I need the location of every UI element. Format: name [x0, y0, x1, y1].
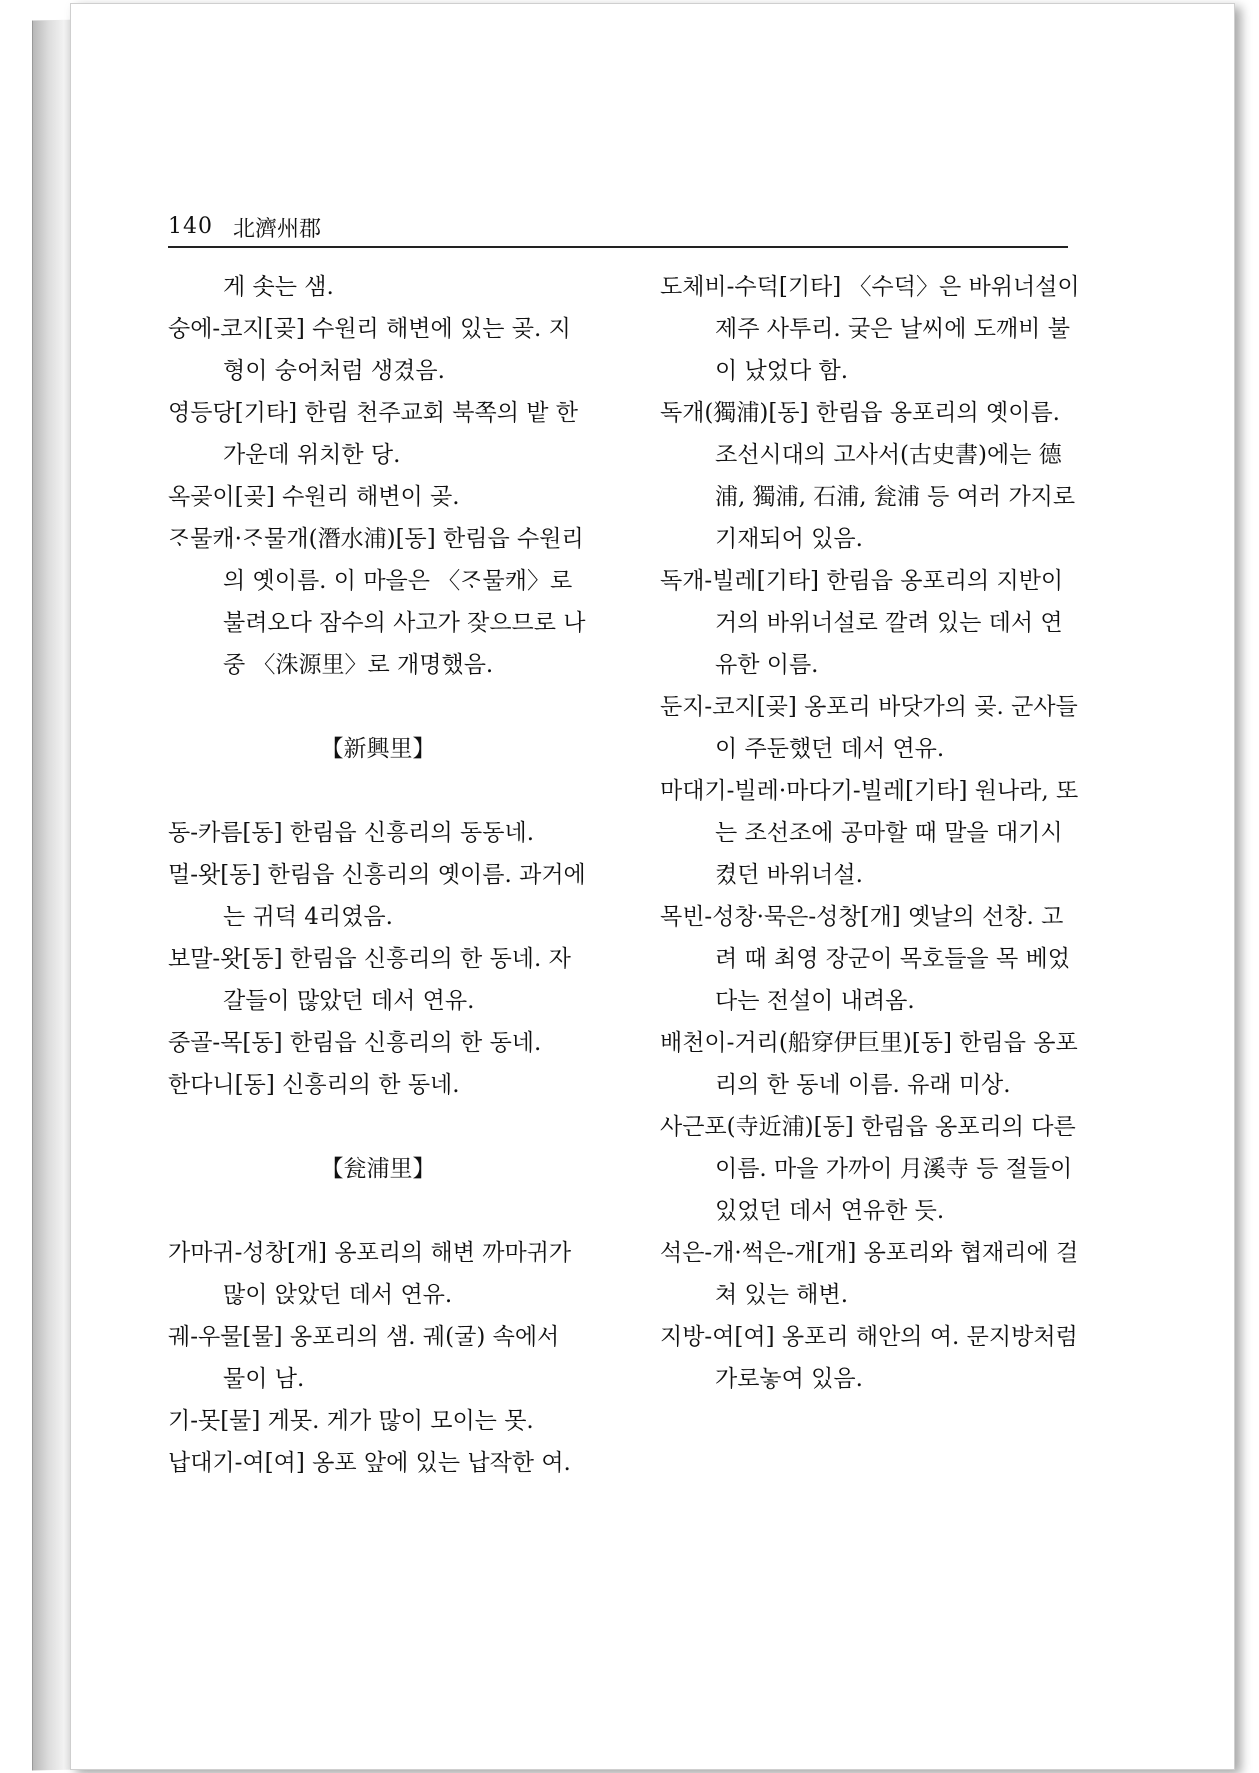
entry: 독개-빌레[기타] 한림읍 옹포리의 지반이 거의 바위너설로 깔려 있는 데서 연유한 이름.: [660, 568, 1064, 678]
section-heading: 【瓮浦里】: [320, 1156, 436, 1182]
entry-continuation: 게 솟는 샘.: [223, 274, 334, 300]
page-header-title: 北濟州郡: [233, 217, 322, 242]
entry: ᄌᆞ물캐·ᄌᆞ물개(潛水浦)[동] 한림읍 수원리의 옛이름. 이 마을은 〈ᄌᆞ물캐〉로 불려오다 잠수의 사고가 잦으므로 나중 〈洙源里〉로 개명했음.: [168, 526, 586, 678]
entry: 독개(獨浦)[동] 한림읍 옹포리의 옛이름. 조선시대의 고사서(古史書)에는 德浦, 獨浦, 石浦, 瓮浦 등 여러 가지로 기재되어 있음.: [660, 400, 1076, 552]
entry: 동-카름[동] 한림읍 신흥리의 동동네.: [168, 820, 535, 846]
page-header: [168, 212, 1068, 248]
entry: 중골-목[동] 한림읍 신흥리의 한 동네.: [168, 1030, 542, 1056]
entry: 마대기-빌레·마다기-빌레[기타] 원나라, 또는 조선조에 공마할 때 말을 대기시켰던 바위너설.: [660, 778, 1079, 888]
section-heading: 【新興里】: [320, 736, 436, 762]
entry: 납대기-여[여] 옹포 앞에 있는 납작한 여.: [168, 1450, 571, 1476]
entry: 한다니[동] 신흥리의 한 동네.: [168, 1072, 460, 1098]
entry: 멀-왓[동] 한림읍 신흥리의 옛이름. 과거에는 귀덕 4리였음.: [168, 862, 586, 930]
page-number: 140: [168, 214, 213, 239]
entry: 목빈-성창·묵은-성창[개] 옛날의 선창. 고려 때 최영 장군이 목호들을 목 베었다는 전설이 내려옴.: [660, 904, 1070, 1014]
entry: 기-못[물] 게못. 게가 많이 모이는 못.: [168, 1408, 534, 1434]
right-column: [660, 266, 1080, 1400]
entry: 둔지-코지[곶] 옹포리 바닷가의 곶. 군사들이 주둔했던 데서 연유.: [660, 694, 1078, 762]
entry: 지방-여[여] 옹포리 해안의 여. 문지방처럼 가로놓여 있음.: [660, 1324, 1078, 1392]
entry: 숭에-코지[곶] 수원리 해변에 있는 곶. 지형이 숭어처럼 생겼음.: [168, 316, 571, 384]
entry: 사근포(寺近浦)[동] 한림읍 옹포리의 다른 이름. 마을 가까이 月溪寺 등 절들이 있었던 데서 연유한 듯.: [660, 1114, 1076, 1224]
entry: 궤-우물[물] 옹포리의 샘. 궤(굴) 속에서 물이 남.: [168, 1324, 560, 1392]
entry: 도체비-수덕[기타] 〈수덕〉은 바위너설이 제주 사투리. 궂은 날씨에 도깨비 불이 났었다 함.: [660, 274, 1080, 384]
entry: 옥곶이[곶] 수원리 해변이 곶.: [168, 484, 460, 510]
entry: 보말-왓[동] 한림읍 신흥리의 한 동네. 자갈들이 많았던 데서 연유.: [168, 946, 571, 1014]
entry: 영등당[기타] 한림 천주교회 북쪽의 밭 한가운데 위치한 당.: [168, 400, 578, 468]
entry: 배천이-거리(船穿伊巨里)[동] 한림읍 옹포리의 한 동네 이름. 유래 미상.: [660, 1030, 1078, 1098]
entry: 석은-개·썩은-개[개] 옹포리와 협재리에 걸쳐 있는 해변.: [660, 1240, 1079, 1308]
left-column: [168, 266, 588, 1484]
entry: 가마귀-성창[개] 옹포리의 해변 까마귀가 많이 앉았던 데서 연유.: [168, 1240, 572, 1308]
